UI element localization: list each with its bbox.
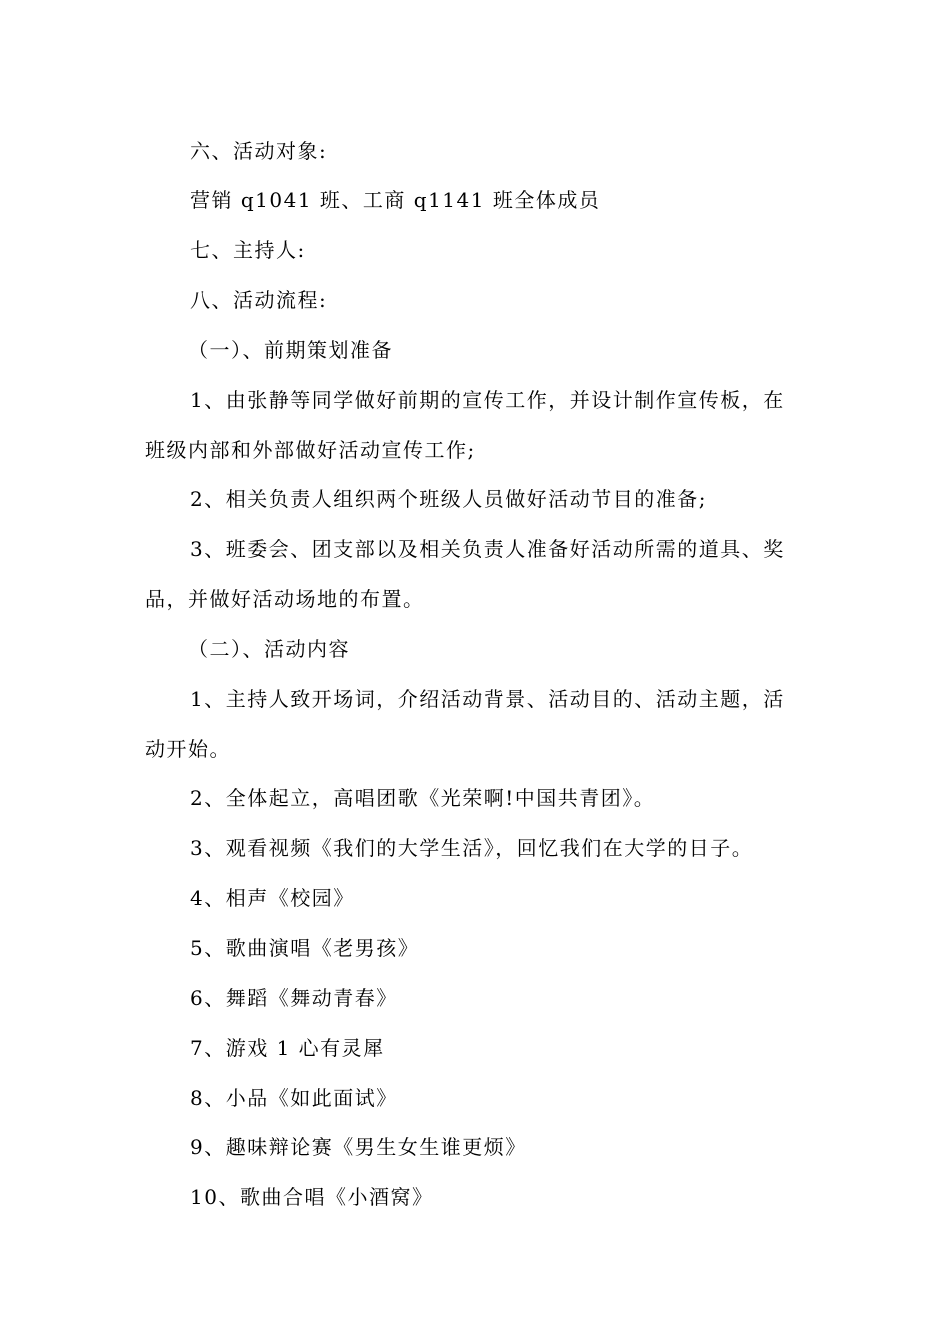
program-item-5: 5、歌曲演唱《老男孩》: [190, 936, 420, 960]
program-item-1-line-1: 1、主持人致开场词，介绍活动背景、活动目的、活动主题，活: [190, 687, 785, 711]
prep-item-2: 2、相关负责人组织两个班级人员做好活动节目的准备;: [190, 487, 707, 511]
program-item-10: 10、歌曲合唱《小酒窝》: [190, 1185, 434, 1209]
prep-item-1-line-2: 班级内部和外部做好活动宣传工作;: [145, 438, 476, 462]
program-item-6: 6、舞蹈《舞动青春》: [190, 986, 398, 1010]
section-eight-heading: 八、活动流程:: [190, 288, 328, 312]
program-item-4: 4、相声《校园》: [190, 886, 355, 910]
target-audience-text: 营销 q1041 班、工商 q1141 班全体成员: [190, 188, 601, 212]
subsection-one-heading: （一）、前期策划准备: [188, 338, 393, 362]
section-seven-heading: 七、主持人:: [190, 238, 306, 262]
subsection-two-heading: （二）、活动内容: [188, 637, 350, 661]
prep-item-1-line-1: 1、由张静等同学做好前期的宣传工作，并设计制作宣传板，在: [190, 388, 785, 412]
program-item-2: 2、全体起立，高唱团歌《光荣啊!中国共青团》。: [190, 786, 656, 810]
program-item-3: 3、观看视频《我们的大学生活》，回忆我们在大学的日子。: [190, 836, 754, 860]
program-item-9: 9、趣味辩论赛《男生女生谁更烦》: [190, 1135, 527, 1159]
prep-item-3-line-2: 品，并做好活动场地的布置。: [145, 587, 425, 611]
program-item-7: 7、游戏 1 心有灵犀: [190, 1036, 385, 1060]
section-six-heading: 六、活动对象:: [190, 139, 328, 163]
prep-item-3-line-1: 3、班委会、团支部以及相关负责人准备好活动所需的道具、奖: [190, 537, 785, 561]
program-item-8: 8、小品《如此面试》: [190, 1086, 398, 1110]
program-item-1-line-2: 动开始。: [145, 737, 231, 761]
